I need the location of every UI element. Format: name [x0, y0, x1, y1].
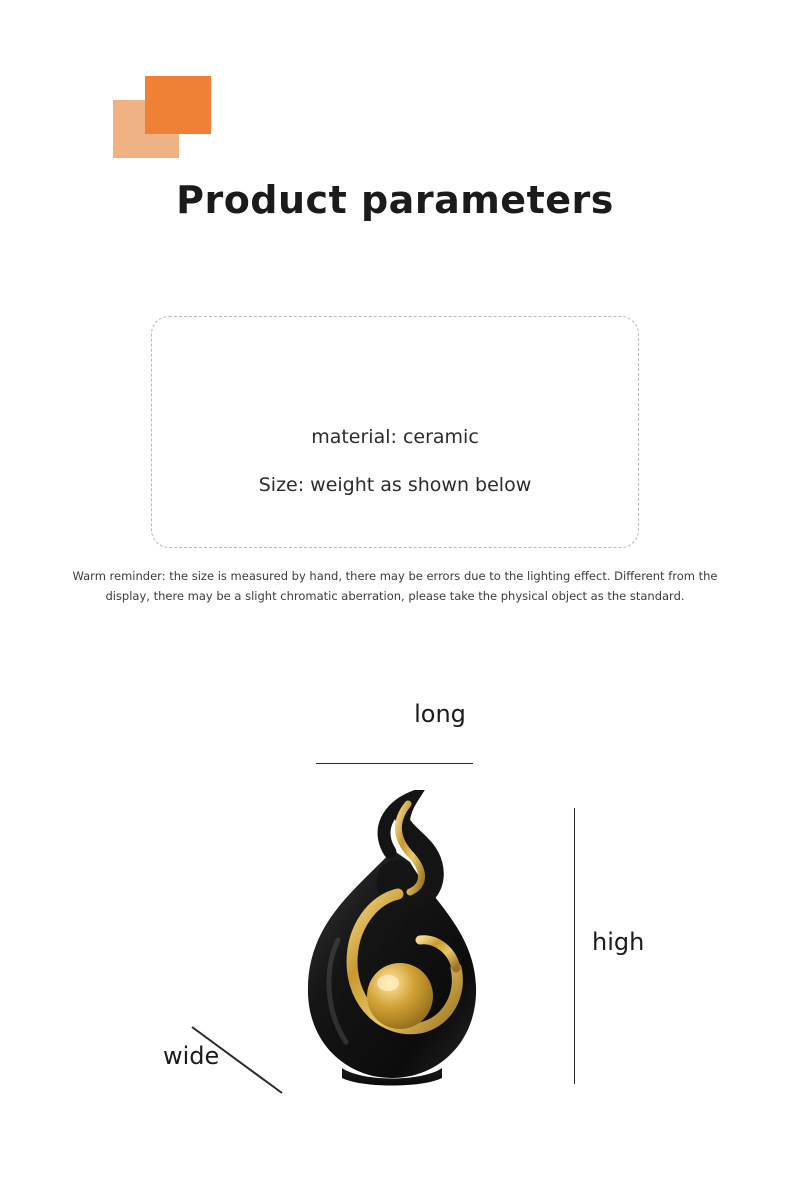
dimension-diagram	[0, 690, 790, 1130]
dimension-label-high: high	[592, 928, 645, 956]
product-figurine-image	[280, 790, 510, 1095]
spec-box	[151, 316, 639, 548]
decorative-square-dark	[145, 76, 211, 134]
decorative-squares	[113, 76, 211, 158]
spec-lines	[152, 413, 638, 509]
dimension-line-long	[316, 763, 473, 764]
spec-line-size: Size: weight as shown below	[258, 474, 532, 496]
dimension-line-wide	[190, 1025, 290, 1095]
spec-line-material: material: ceramic	[311, 426, 479, 448]
warm-reminder-text: Warm reminder: the size is measured by hand, there may be errors due to the lighting effect. Different from the display, there may be a slight chromatic aberration, please take the physical object as the standard.	[72, 569, 718, 603]
dimension-line-high	[574, 808, 575, 1084]
page-title: Product parameters	[176, 178, 614, 222]
dimension-label-long: long	[414, 700, 466, 728]
dimension-label-wide: wide	[163, 1042, 220, 1070]
